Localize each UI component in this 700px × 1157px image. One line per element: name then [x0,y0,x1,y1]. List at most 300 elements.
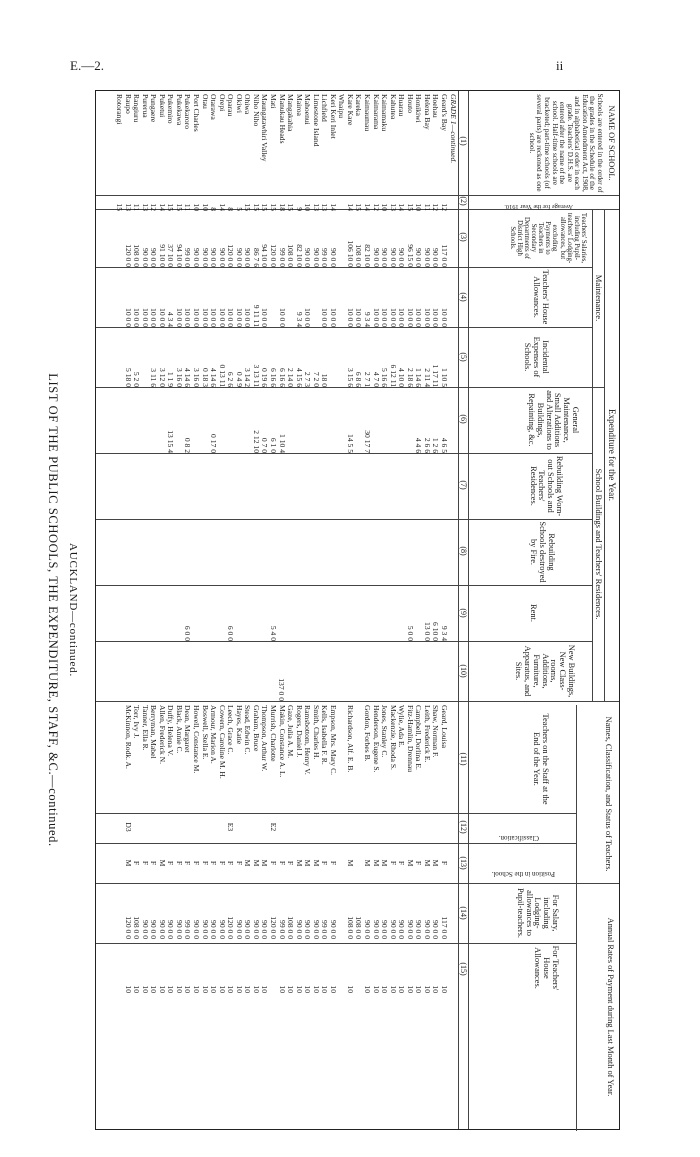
teacher-name: Allen, Frederick N. [157,705,167,765]
incidental-expenses: 2 18 6 [405,368,415,387]
incidental-expenses: 4 10 0 [397,368,407,387]
table-row [175,91,183,1131]
incidental-expenses: 2 11 4 [422,368,432,387]
expenditure-rule [604,209,605,701]
teachers-salaries: 90 0 0 [200,248,210,267]
house-allowances: 10 0 0 [234,308,244,327]
annual-house-allowance: 10 [431,985,441,993]
annual-salary: 99 0 0 [183,920,193,939]
school-name: Raupo [123,94,133,114]
incidental-expenses: 4 15 6 [294,368,304,387]
school-name: Whaipu [337,94,347,119]
position: F [397,860,407,866]
average-attendance: 13 [388,203,398,211]
general-maintenance: 14 5 5 [345,434,355,453]
house-allowances: 10 0 0 [243,308,253,327]
column-number: (8) [459,546,468,556]
annual-house-allowance: 10 [149,985,159,993]
annual-salary: 90 0 0 [149,920,159,939]
annual-salary: 90 0 0 [200,920,210,939]
subgroup-rule [592,209,593,701]
house-allowances: 9 11 11 [251,304,261,327]
data-table [95,90,620,1130]
school-name: Rotorangi [115,94,125,125]
page-title: LIST OF THE PUBLIC SCHOOLS, THE EXPENDITURE, STAFF, &C.—continued. [46,373,60,847]
average-attendance: 12 [149,203,159,211]
incidental-expenses: 0 18 3 [200,368,210,387]
incidental-expenses: 4 14 6 [183,368,193,387]
school-name: Niho Niho [251,94,261,127]
incidental-expenses: 6 16 6 [277,368,287,387]
annual-salary: 99 0 0 [277,920,287,939]
house-allowances: 10 0 0 [303,308,313,327]
teachers-salaries: 82 10 0 [294,244,304,267]
average-attendance: 15 [286,203,296,211]
school-name: Huarau [397,94,407,117]
school-name: Mahoenui [303,94,313,125]
teacher-name: Empson, Mrs. Mary C. [328,705,338,776]
col5-header: Incidental Expenses of Schools. [523,336,550,378]
school-name: Kahutea [388,94,398,120]
annual-salary: 99 0 0 [320,920,330,939]
incidental-expenses: 6 2 6 [226,371,236,387]
position: M [422,859,432,867]
annual-salary: 90 0 0 [174,920,184,939]
col10-header: New Buildings, New Class-rooms, Additions, Furniture, Apparatus, and Sites. [514,644,576,698]
table-row [192,91,200,1131]
teacher-name: Mackenzie, Rhoda S. [388,705,398,770]
incidental-expenses: 6 8 6 [354,371,364,387]
annual-house-allowance: 10 [166,985,176,993]
house-allowances: 10 0 0 [414,308,424,327]
incidental-expenses: 3 15 6 [345,368,355,387]
column-number: (14) [459,906,468,920]
general-maintenance: 13 15 4 [166,430,176,453]
incidental-expenses: 3 16 0 [174,368,184,387]
annual-salary: 90 0 0 [251,920,261,939]
general-maintenance: 0 17 0 [209,434,219,453]
incidental-expenses: 1 1 9 [166,371,176,387]
name-note: Schools are entered in the order of the grades in the Schedule of the Education Amendment Act, 1908, and in alphabetical order in each grade. Teachers' D.H.S. are entered after the name of the school. Half-time schools are bracketed; part-time schools (of several parts) are reckoned as one school. [527,93,604,193]
house-allowances: 10 0 0 [422,308,432,327]
classification: E2 [269,822,278,832]
grade-label: GRADE 1—continued. [449,94,458,164]
general-maintenance: 1 10 4 [277,434,287,453]
position: M [405,859,415,867]
table-row [166,91,174,1131]
teachers-salaries: 120 0 0 [269,244,278,267]
column-number: (7) [459,480,468,490]
house-allowances: 10 0 0 [320,308,330,327]
incidental-expenses: 7 2 0 [311,371,321,387]
table-row [149,91,157,1131]
rent: 6 10 0 [431,622,441,641]
teacher-name: Jones, Stanley C. [380,705,390,758]
annual-salary: 90 0 0 [328,920,338,939]
annual-salary: 90 0 0 [209,920,219,939]
average-attendance: 15 [115,203,125,211]
rent: 5 0 0 [405,625,415,641]
position: F [269,860,278,866]
incidental-expenses: 2 7 1 [363,371,373,387]
table-row [183,91,191,1131]
teachers-salaries: 106 10 0 [345,240,355,267]
position: M [371,859,381,867]
school-name: Helena Bay [422,94,432,130]
incidental-expenses: 6 12 11 [388,364,398,387]
col9-header: Rent. [529,604,538,622]
general-maintenance: 4 4 6 [414,437,424,453]
incidental-expenses: 5 18 0 [123,368,133,387]
table-row [354,91,362,1131]
teacher-name: Leech, Grace C. [226,705,236,755]
annual-salary: 90 0 0 [217,920,227,939]
house-allowances: 10 0 0 [440,308,449,327]
rent: 9 3 4 [440,625,449,641]
table-row [337,91,345,1131]
position: F [388,860,398,866]
incidental-expenses: 5 16 6 [380,368,390,387]
teachers-salaries: 96 15 0 [405,244,415,267]
column-number: (4) [459,292,468,302]
position: F [200,860,210,866]
position: F [286,860,296,866]
school-name: Pukemiro [166,94,176,124]
teachers-salaries: 90 0 0 [234,248,244,267]
table-row [269,91,277,1131]
annual-salary: 90 0 0 [388,920,398,939]
annual-salary: 90 0 0 [371,920,381,939]
position: F [132,860,142,866]
teacher-name: Leith, Frederick E. [422,705,432,763]
column-number: (1) [459,136,468,146]
table-row [312,91,320,1131]
teachers-salaries: 90 0 0 [414,248,424,267]
position: F [328,860,338,866]
incidental-expenses: 1 17 11 [431,364,441,387]
col10-entry: 137 0 0 [277,678,286,701]
annual-salary: 90 0 0 [380,920,390,939]
school-name: Pukekaroro [183,94,193,130]
annual-salary: 90 0 0 [234,920,244,939]
annual-house-allowance: 10 [311,985,321,993]
incidental-expenses: 3 12 0 [157,368,167,387]
incidental-expenses: 6 16 6 [269,368,278,387]
table-row [132,91,140,1131]
teacher-name: Boswell, Stella E. [200,705,210,760]
annual-house-allowance: 10 [123,985,133,993]
teacher-name: Shaw, Norman F. [431,705,441,758]
house-allowances: 10 0 0 [226,308,236,327]
table-row [423,91,431,1131]
average-attendance: 14 [328,203,338,211]
incidental-expenses: 3 11 6 [149,368,159,387]
classification: E3 [226,822,236,832]
position: M [123,859,133,867]
annual-house-allowance: 10 [303,985,313,993]
teacher-name: Gaze, Julia A. M. [286,705,296,759]
school-name: Honikiwi [414,94,424,123]
col6-header: General Maintenance, Small Additions and Alterations to Buildings, Repainting, &c. [526,390,580,450]
incidental-expenses: 1 14 6 [414,368,424,387]
teacher-name: Cowern, Caroline M. H. [217,705,227,779]
col13-header: Position in the School. [491,870,556,878]
house-allowances: 10 0 0 [388,308,398,327]
average-attendance: 15 [269,203,278,211]
column-number: (11) [459,752,468,766]
position: M [260,859,270,867]
house-allowances: 10 0 0 [354,308,364,327]
table-row [260,91,268,1131]
average-attendance: 13 [140,203,150,211]
annual-salary: 90 0 0 [363,920,373,939]
teacher-name: Graham, Bruce [251,705,261,752]
header-rule [468,91,469,1129]
table-row [243,91,251,1131]
annual-house-allowance: 10 [388,985,398,993]
table-row [115,91,123,1131]
incidental-expenses: 3 16 0 [192,368,202,387]
rent: 13 0 0 [422,622,432,641]
annual-house-allowance: 10 [251,985,261,993]
names-band: Names, Classification, and Status of Teachers. [604,716,613,872]
house-allowances: 10 0 0 [149,308,159,327]
position: M [251,859,261,867]
teachers-salaries: 90 0 0 [422,248,432,267]
teacher-name: Duffy, Helena V. [166,705,176,756]
incidental-expenses: 18 0 [320,373,330,387]
position: M [243,859,253,867]
teacher-name: Thompson, Arthur W. [260,705,270,772]
house-allowances: 10 0 0 [431,308,441,327]
table-sheet [0,90,620,1130]
average-attendance: 12 [440,203,449,211]
teacher-name: Smith, Charles H. [311,705,321,760]
annual-salary: 90 0 0 [192,920,202,939]
teachers-salaries: 82 10 0 [363,244,373,267]
average-attendance: 12 [371,203,381,211]
house-allowances: 10 0 0 [260,308,270,327]
annual-house-allowance: 10 [345,985,355,993]
rent: 5 4 0 [269,625,278,641]
teachers-salaries: 120 0 0 [226,244,236,267]
table-row [406,91,414,1131]
column-number: (15) [459,962,468,976]
name-header: NAME OF SCHOOL. [607,105,616,181]
table-row [397,91,405,1131]
house-allowances: 10 0 0 [174,308,184,327]
annual-salary: 108 0 0 [354,916,364,939]
teachers-salaries: 90 0 0 [397,248,407,267]
school-name: Puketui [157,94,167,118]
annual-house-allowance: 10 [200,985,210,993]
house-allowances: 10 0 0 [405,308,415,327]
annual-salary: 120 0 0 [226,916,236,939]
school-name: Hoehau [431,94,441,118]
general-maintenance: 0 7 0 [260,437,270,453]
position: F [166,860,176,866]
incidental-expenses: 1 10 5 [440,368,449,387]
teachers-salaries: 90 0 0 [209,248,219,267]
position: F [440,860,449,866]
school-name: Keri Keri Inlet [328,94,338,139]
table-row [380,91,388,1131]
annual-house-allowance: 10 [217,985,227,993]
teacher-name: Wylie, Ada E. [397,705,407,748]
annual-salary: 90 0 0 [157,920,167,939]
house-allowances: 10 0 0 [123,308,133,327]
school-name: Pungaere [149,94,159,123]
teachers-salaries: 94 10 0 [174,244,184,267]
annual-house-allowance: 10 [294,985,304,993]
annual-house-allowance: 10 [440,985,449,993]
position: F [320,860,330,866]
table-row [286,91,294,1131]
average-attendance: 15 [251,203,261,211]
column-number: (12) [459,820,468,834]
names-rule [576,705,577,883]
incidental-expenses: 4 7 0 [371,371,381,387]
teachers-salaries: 120 0 0 [123,244,133,267]
annual-salary: 90 0 0 [422,920,432,939]
teacher-name: Berryman, Mabel [149,705,159,759]
position: F [234,860,244,866]
annual-house-allowance: 10 [132,985,142,993]
annual-house-allowance: 10 [397,985,407,993]
table-row [431,91,439,1131]
annual-house-allowance: 10 [328,985,338,993]
annual-house-allowance: 10 [157,985,167,993]
teachers-salaries: 90 0 0 [192,248,202,267]
teachers-salaries: 90 0 0 [371,248,381,267]
average-attendance: 9 [294,207,304,211]
table-row [440,91,448,1131]
school-name: Maungatawhiri Valley [260,94,270,162]
col8-header: Rebuilding Schools destroyed by Fire. [529,521,556,583]
incidental-expenses: 5 2 0 [132,371,142,387]
teacher-name: Henderson, Eugene S. [371,705,381,773]
buildings-band: School Buildings and Teachers' Residences. [594,468,604,620]
incidental-expenses: 0 19 6 [260,368,270,387]
teachers-salaries: 90 0 0 [303,248,313,267]
annual-salary: 90 0 0 [414,920,424,939]
teachers-salaries: 117 0 0 [440,244,449,267]
position: M [311,859,321,867]
teachers-salaries: 90 0 0 [380,248,390,267]
annual-salary: 90 0 0 [303,920,313,939]
school-name: Lichfield [320,94,330,122]
position: M [157,859,167,867]
table-row [346,91,354,1131]
annual-salary: 117 0 0 [440,916,449,939]
teacher-name: Richardson, Alf. E. B. [345,705,355,773]
annual-salary: 108 0 0 [345,916,355,939]
teacher-name: Hayes, Katie [234,705,244,745]
average-attendance: 10 [200,203,210,211]
column-number: (2) [459,196,468,206]
school-name: Kaimarama [371,94,381,130]
school-name: Ohiwa [243,94,253,115]
teacher-name: Gordon, Forbes B. [363,705,373,762]
school-name: Purerua [140,94,150,118]
teachers-salaries: 37 10 0 [166,244,176,267]
general-maintenance: 30 17 7 [363,430,373,453]
school-name: Geard's Bay [440,94,449,132]
teachers-salaries: 99 0 0 [183,248,193,267]
house-allowances: 10 0 0 [132,308,142,327]
annual-salary: 120 0 0 [123,916,133,939]
position: M [363,859,373,867]
general-maintenance: 1 2 6 [431,437,441,453]
table-row [303,91,311,1131]
school-name: Port Charles [192,94,202,132]
incidental-expenses: 3 14 2 [243,368,253,387]
teacher-name: Dean, Margaret [183,705,193,753]
position: M [345,859,355,867]
annual-band: Annual Rates of Payment during Last Month of Year. [606,917,615,1097]
table-row [218,91,226,1131]
school-name: Rangiuru [132,94,142,123]
house-allowances: 10 0 0 [209,308,219,327]
annual-house-allowance: 10 [380,985,390,993]
position: F [149,860,159,866]
annual-house-allowance: 10 [192,985,202,993]
school-name: Pukekawa [174,94,184,126]
teacher-name: Ramsbottom, Henry V. [303,705,313,775]
average-attendance: 15 [260,203,270,211]
average-attendance: 11 [422,203,432,211]
teachers-salaries: 90 0 0 [149,248,159,267]
teachers-salaries: 108 0 0 [354,244,364,267]
table-row [209,91,217,1131]
teachers-salaries: 90 0 0 [217,248,227,267]
position: M [294,859,304,867]
annual-salary: 90 0 0 [260,920,270,939]
column-number: (9) [459,608,468,618]
school-name: Manukau Heads [277,94,287,144]
school-name: Mangakahia [286,94,296,132]
house-allowances: 10 0 0 [371,308,381,327]
average-attendance: 13 [311,203,321,211]
annual-house-allowance: 10 [414,985,424,993]
annual-house-allowance: 10 [371,985,381,993]
table-row [320,91,328,1131]
position: F [414,860,424,866]
teachers-salaries: 90 0 0 [311,248,321,267]
general-maintenance: 6 1 0 [269,437,278,453]
teachers-salaries: 90 0 0 [431,248,441,267]
school-name: Orepi [217,94,227,112]
teachers-salaries: 99 0 0 [320,248,330,267]
col7-header: Rebuilding Worn-out Schools and Teachers' Residences. [528,455,564,517]
incidental-expenses: 2 14 0 [286,368,296,387]
col14-header: For Salary, including Lodging-allowances to Pupil-teachers. [515,887,560,938]
teacher-name: Black, Annie C. [174,705,184,754]
incidental-expenses: 0 13 11 [217,364,227,387]
rent: 6 0 0 [226,625,236,641]
house-allowances: 10 0 0 [345,308,355,327]
teacher-name: Torr, Ivy J. [132,705,142,739]
table-row [158,91,166,1131]
annual-house-allowance: 10 [234,985,244,993]
teacher-name: McKinnon, Rodk. A. [123,705,133,769]
house-allowances: 10 0 0 [200,308,210,327]
position: F [183,860,193,866]
table-row [123,91,131,1131]
house-allowances: 10 0 0 [217,308,227,327]
house-allowances: 10 0 0 [140,308,150,327]
average-attendance: 15 [166,203,176,211]
